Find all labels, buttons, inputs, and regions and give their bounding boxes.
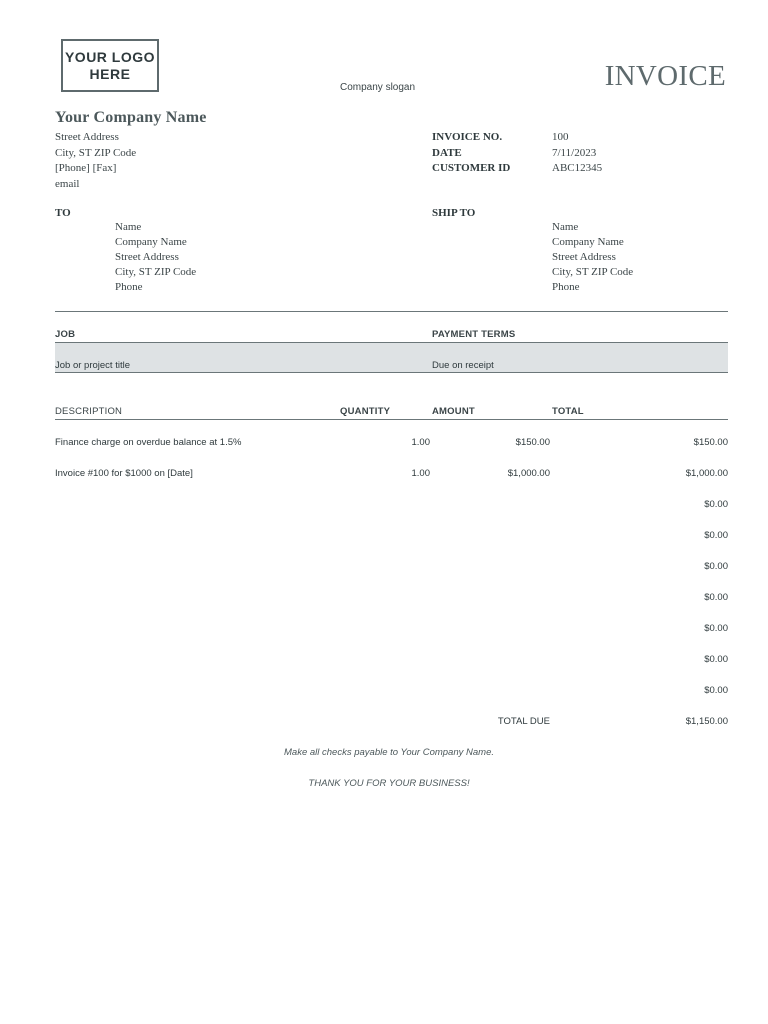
- invoice-number-label: INVOICE NO.: [432, 131, 503, 143]
- company-email: email: [55, 178, 80, 190]
- quantity-header: QUANTITY: [340, 406, 391, 417]
- payment-terms-label: PAYMENT TERMS: [432, 329, 516, 340]
- row-total: $150.00: [693, 437, 728, 448]
- company-name: Your Company Name: [55, 109, 207, 126]
- invoice-title: INVOICE: [604, 60, 726, 92]
- row-description: Finance charge on overdue balance at 1.5%: [55, 437, 242, 448]
- bill-to-name: Name: [115, 221, 142, 233]
- bill-to-city: City, ST ZIP Code: [115, 266, 197, 278]
- invoice-number-value: 100: [552, 131, 569, 143]
- total-header: TOTAL: [552, 406, 584, 417]
- customer-id-label: CUSTOMER ID: [432, 162, 511, 174]
- company-street: Street Address: [55, 131, 119, 143]
- row-quantity: 1.00: [411, 437, 430, 448]
- bill-to-company: Company Name: [115, 236, 187, 248]
- row-total: $0.00: [704, 623, 728, 634]
- row-description: Invoice #100 for $1000 on [Date]: [55, 468, 193, 479]
- ship-to-heading: SHIP TO: [432, 207, 476, 219]
- job-label: JOB: [55, 329, 76, 340]
- row-total: $0.00: [704, 592, 728, 603]
- ship-to-company: Company Name: [552, 236, 624, 248]
- company-city: City, ST ZIP Code: [55, 147, 137, 159]
- description-header: DESCRIPTION: [55, 406, 123, 417]
- section-divider: [55, 311, 728, 312]
- thank-you-note: THANK YOU FOR YOUR BUSINESS!: [308, 778, 470, 789]
- row-total: $0.00: [704, 530, 728, 541]
- amount-header: AMOUNT: [432, 406, 475, 417]
- bill-to-street: Street Address: [115, 251, 179, 263]
- bill-to-phone: Phone: [115, 281, 143, 293]
- ship-to-street: Street Address: [552, 251, 616, 263]
- payment-terms-value: Due on receipt: [432, 360, 494, 371]
- row-total: $0.00: [704, 561, 728, 572]
- row-amount: $150.00: [515, 437, 550, 448]
- company-phone-fax: [Phone] [Fax]: [55, 162, 117, 174]
- ship-to-name: Name: [552, 221, 579, 233]
- table-header-rule: [55, 419, 728, 420]
- checks-payable-note: Make all checks payable to Your Company Name.: [284, 747, 494, 758]
- company-logo: YOUR LOGO HERE: [61, 39, 159, 92]
- total-due-label: TOTAL DUE: [497, 716, 550, 727]
- bill-to-heading: TO: [55, 207, 71, 219]
- row-amount: $1,000.00: [507, 468, 550, 479]
- company-slogan: Company slogan: [340, 82, 416, 93]
- ship-to-phone: Phone: [552, 281, 580, 293]
- ship-to-city: City, ST ZIP Code: [552, 266, 634, 278]
- job-value: Job or project title: [55, 360, 130, 371]
- row-quantity: 1.00: [411, 468, 430, 479]
- date-value: 7/11/2023: [552, 147, 597, 159]
- total-due-value: $1,150.00: [685, 716, 728, 727]
- row-total: $0.00: [704, 685, 728, 696]
- row-total: $1,000.00: [685, 468, 728, 479]
- customer-id-value: ABC12345: [552, 162, 603, 174]
- row-total: $0.00: [704, 499, 728, 510]
- date-label: DATE: [432, 147, 462, 159]
- job-band: [55, 342, 728, 373]
- row-total: $0.00: [704, 654, 728, 665]
